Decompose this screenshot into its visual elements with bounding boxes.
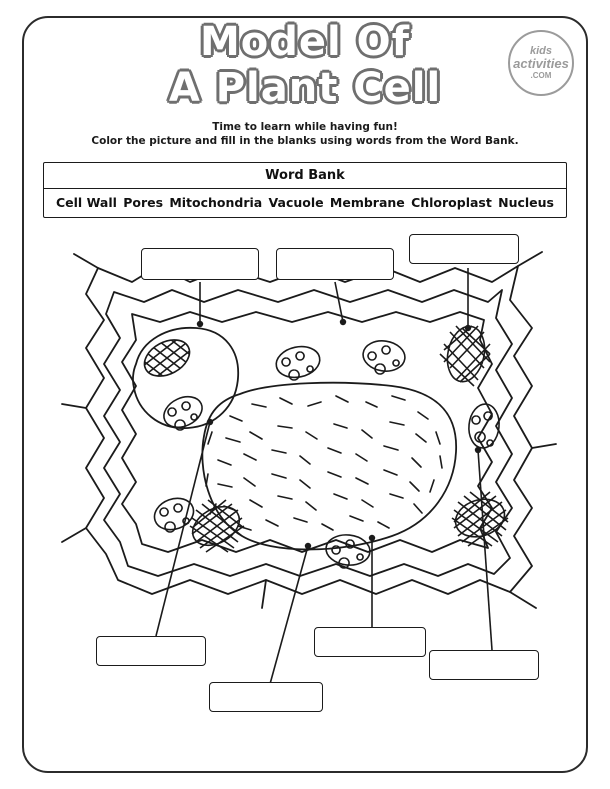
- word-bank: [43, 162, 567, 218]
- pore-nub-bottom-center: [262, 580, 266, 608]
- mitochondrion-3: [361, 338, 407, 374]
- blank-top-middle[interactable]: [276, 248, 394, 280]
- word-bank-item-vacuole: Vacuole: [268, 195, 324, 210]
- word-bank-heading: Word Bank: [44, 163, 566, 189]
- word-bank-item-chloroplast: Chloroplast: [411, 195, 492, 210]
- blank-bottom-right[interactable]: [429, 650, 539, 680]
- word-bank-item-membrane: Membrane: [329, 195, 405, 210]
- pore-nub-right-mid: [532, 444, 556, 448]
- title-line-1: Model Of: [199, 19, 411, 65]
- pore-nub-bottom-left: [62, 528, 86, 542]
- mitochondrion-2: [273, 343, 322, 381]
- brand-logo: [508, 30, 574, 96]
- vacuole-texture: [206, 396, 442, 530]
- logo-line-2: activities: [513, 56, 569, 71]
- word-bank-item-pores: Pores: [123, 195, 164, 210]
- pore-nub-bottom-right: [510, 592, 536, 608]
- title-line-2: A Plant Cell: [168, 65, 442, 111]
- logo-line-3: .COM: [530, 71, 552, 80]
- word-bank-words: [44, 189, 566, 217]
- instructions-line-1: Time to learn while having fun!: [212, 121, 398, 133]
- word-bank-item-mitochondria: Mitochondria: [169, 195, 263, 210]
- blank-top-right[interactable]: [409, 234, 519, 264]
- chloroplast-bottom-right: [451, 492, 510, 546]
- pore-nub-top-left: [74, 254, 98, 268]
- instructions: [0, 120, 610, 148]
- blank-bottom-center[interactable]: [209, 682, 323, 712]
- word-bank-item-cell-wall: Cell Wall: [56, 195, 117, 210]
- word-bank-item-nucleus: Nucleus: [498, 195, 554, 210]
- pointer-bottom-right: [478, 450, 492, 650]
- pore-nub-left-mid: [62, 404, 86, 408]
- chloroplast-top-right: [440, 323, 490, 386]
- chloroplast-left-lower: [186, 499, 246, 553]
- chloroplast-top-left: [132, 328, 202, 388]
- blank-bottom-left[interactable]: [96, 636, 206, 666]
- pore-nub-top-right: [518, 252, 542, 266]
- blank-top-left[interactable]: [141, 248, 259, 280]
- logo-line-1: kids: [529, 45, 552, 57]
- blank-bottom-middle-right[interactable]: [314, 627, 426, 657]
- instructions-line-2: Color the picture and fill in the blanks using words from the Word Bank.: [91, 135, 519, 147]
